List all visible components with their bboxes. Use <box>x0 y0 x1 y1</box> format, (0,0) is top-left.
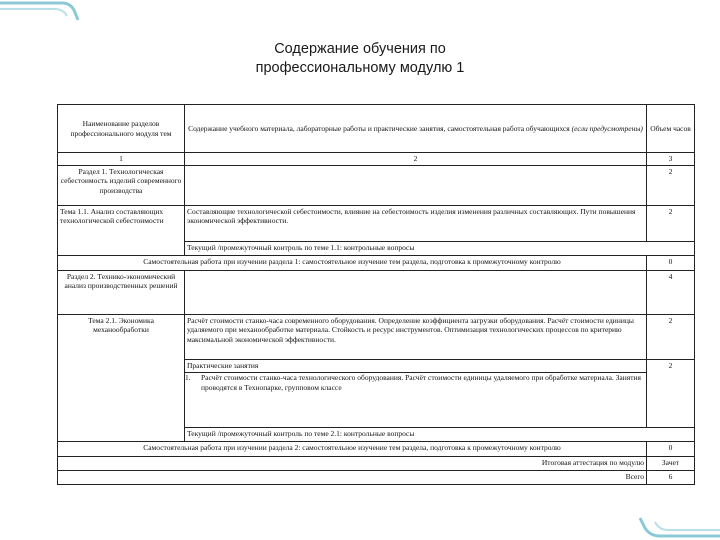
total-label: Всего <box>58 471 647 485</box>
practice-item-number: 1. <box>185 373 191 383</box>
section-1-row <box>58 166 695 206</box>
selfwork-1-text: Самостоятельная работа при изучении раздела 1: самостоятельное изучение тем раздела, подготовка к промежуточному контролю <box>58 256 647 271</box>
section-2-row <box>58 271 695 315</box>
topic-1-1-title: Тема 1.1. Анализ составляющих технологической себестоимости <box>58 206 185 256</box>
practice-items <box>185 373 646 392</box>
section-1-hours: 2 <box>647 166 695 206</box>
corner-decoration-bottom-right <box>630 500 720 540</box>
header-col-content <box>185 105 647 153</box>
content-table <box>57 104 695 485</box>
section-1-empty <box>185 166 647 206</box>
total-row <box>58 471 695 485</box>
total-value: 6 <box>647 471 695 485</box>
selfwork-1-hours: 0 <box>647 256 695 271</box>
selfwork-2-hours: 0 <box>647 442 695 457</box>
header-content-text: Содержание учебного материала, лабораторные работы и практические занятия, самостоятельная работа обучающихся <box>188 123 572 133</box>
control-2-1-text: Текущий /промежуточный контроль по теме 2.1: контрольные вопросы <box>185 428 695 442</box>
topic-1-1-content: Составляющие технологической себестоимости, влияние на себестоимость изделия изменения различных составляющих. Пути повышения экономической эффективности. <box>185 206 647 242</box>
selfwork-2-text: Самостоятельная работа при изучении раздела 2: самостоятельное изучение тем раздела, подготовка к промежуточному контролю <box>58 442 647 457</box>
title-line-1: Содержание обучения по <box>274 41 446 57</box>
col-number-2: 2 <box>185 153 647 166</box>
practice-cell <box>185 360 647 428</box>
topic-2-1-row <box>58 315 695 360</box>
section-1-title: Раздел 1. Технологическая себестоимость изделий современного производства <box>58 166 185 206</box>
section-2-title: Раздел 2. Технико-экономический анализ производственных решений <box>58 271 185 315</box>
numbering-row <box>58 153 695 166</box>
page-title <box>0 40 720 78</box>
practice-header: Практические занятия <box>185 360 646 373</box>
section-2-hours: 4 <box>647 271 695 315</box>
topic-2-1-title: Тема 2.1. Экономика механообработки <box>58 315 185 442</box>
selfwork-2-row <box>58 442 695 457</box>
col-number-3: 3 <box>647 153 695 166</box>
final-row <box>58 457 695 471</box>
corner-decoration-top-left <box>0 0 80 34</box>
control-1-1-text: Текущий /промежуточный контроль по теме 1.1: контрольные вопросы <box>185 242 695 256</box>
topic-1-1-hours: 2 <box>647 206 695 242</box>
practice-item-1 <box>185 373 646 392</box>
header-content-italic: (если предусмотрены) <box>571 123 643 133</box>
header-row <box>58 105 695 153</box>
practice-item-text: Расчёт стоимости станко-часа технологического оборудования. Расчёт стоимости единицы удаляемого при обработке материала. Занятия проводятся в Технопарке, групповом классе <box>201 373 641 392</box>
topic-2-1-hours: 2 <box>647 315 695 360</box>
final-value: Зачет <box>647 457 695 471</box>
title-line-2: профессиональному модулю 1 <box>255 60 465 76</box>
section-2-empty <box>185 271 647 315</box>
header-col-hours: Объем часов <box>647 105 695 153</box>
header-col-sections: Наименование разделов профессионального модуля тем <box>58 105 185 153</box>
practice-hours: 2 <box>647 360 695 428</box>
topic-1-1-row <box>58 206 695 242</box>
final-label: Итоговая аттестация по модулю <box>58 457 647 471</box>
topic-2-1-content: Расчёт стоимости станко-часа современного оборудования. Определение коэффициента загрузки оборудования. Расчёт стоимости единицы удаляемого при механообработке материала. Стойкость и ресурс инструментов. Оптимизация технологических процессов по критерию максимальной экономической эффективности. <box>185 315 647 360</box>
col-number-1: 1 <box>58 153 185 166</box>
selfwork-1-row <box>58 256 695 271</box>
